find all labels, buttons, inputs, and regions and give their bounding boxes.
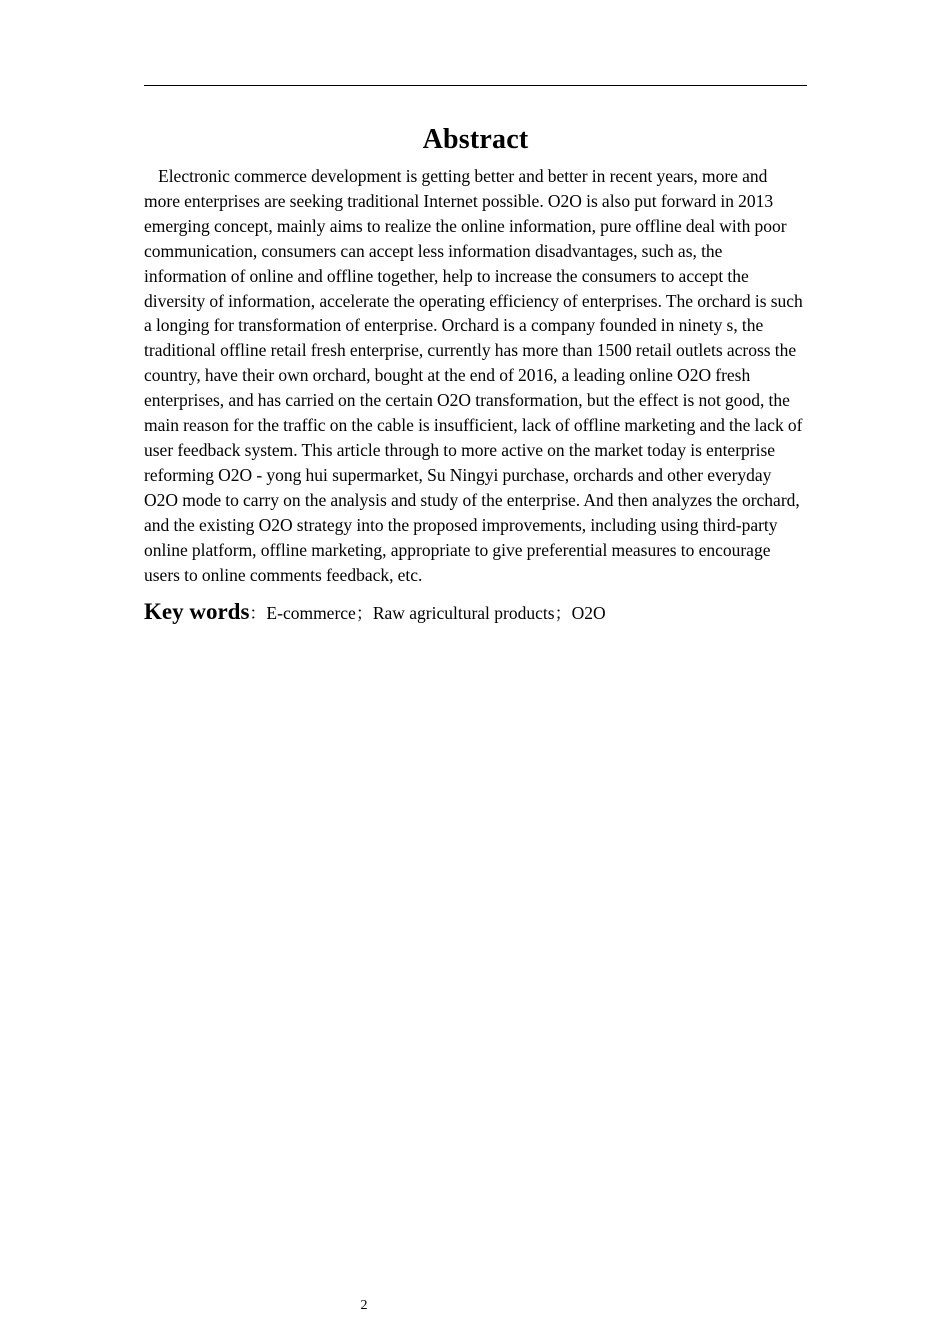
keyword-separator: ； (355, 604, 373, 624)
keywords-label: Key words (144, 599, 250, 625)
abstract-title: Abstract (422, 124, 529, 155)
keyword-item: E-commerce (266, 603, 356, 624)
header-rule (144, 85, 807, 86)
abstract-body: Electronic commerce development is getting better and better in recent years, more and more enterprises are seeking traditional Internet possible. O2O is also put forward in 2013 emerging concept, mainly aims to realize the online information, pure offline deal with poor communication, consumers can accept less information disadvantages, such as, the information of online and offline together, help to increase the consumers to accept the diversity of information, accelerate the operating efficiency of enterprises. The orchard is such a longing for transformation of enterprise. Orchard is a company founded in ninety s, the traditional offline retail fresh enterprise, currently has more than 1500 retail outlets across the country, have their own orchard, bought at the end of 2016, a leading online O2O fresh enterprises, and has carried on the certain O2O transformation, but the effect is not good, the main reason for the traffic on the cable is insufficient, lack of offline marketing and the lack of user feedback system. This article through to more active on the market today is enterprise reforming O2O - yong hui supermarket, Su Ningyi purchase, orchards and other everyday O2O mode to carry on the analysis and study of the enterprise. And then analyzes the orchard, and the existing O2O strategy into the proposed improvements, including using third-party online platform, offline marketing, appropriate to give preferential measures to encourage users to online comments feedback, etc. (144, 166, 803, 585)
page-number: 2 (360, 1298, 368, 1313)
keyword-separator: ； (554, 604, 572, 624)
keywords-line (144, 597, 807, 629)
main-content (144, 122, 807, 629)
keywords-label-separator: ： (249, 604, 267, 624)
keyword-item: O2O (571, 603, 606, 624)
keyword-item: Raw agricultural products (372, 603, 555, 624)
